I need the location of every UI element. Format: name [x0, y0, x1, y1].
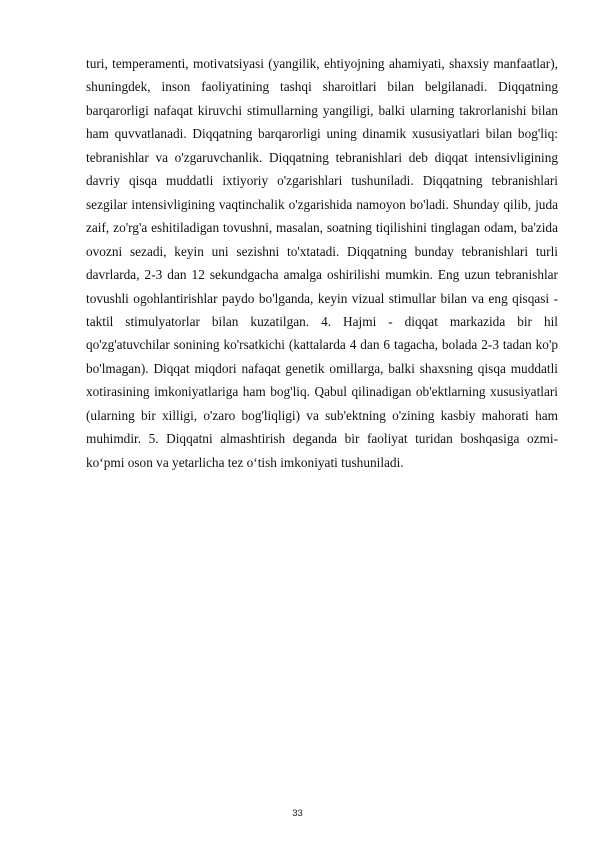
- body-paragraph: turi, temperamenti, motivatsiyasi (yangilik, ehtiyojning ahamiyati, shaxsiy manfaatlar), shuningdek, inson faoliyatining tashqi sharoitlari bilan belgilanadi. Diqqatning barqarorligi nafaqat kiruvchi stimullarning yangiligi, balki ularning takrorlanishi bilan ham quvvatlanadi. Diqqatning barqarorligi uning dinamik xususiyatlari bilan bog'liq: tebranishlar va o'zgaruvchanlik. Diqqatning tebranishlari deb diqqat intensivligining davriy qisqa muddatli ixtiyoriy o'zgarishlari tushuniladi. Diqqatning tebranishlari sezgilar intensivligining vaqtinchalik o'zgarishida namoyon bo'ladi. Shunday qilib, juda zaif, zo'rg'a eshitiladigan tovushni, masalan, soatning tiqilishini tinglagan odam, ba'zida ovozni sezadi, keyin uni sezishni to'xtatadi. Diqqatning bunday tebranishlari turli davrlarda, 2-3 dan 12 sekundgacha amalga oshirilishi mumkin. Eng uzun tebranishlar tovushli ogohlantirishlar paydo bo'lganda, keyin vizual stimullar bilan va eng qisqasi - taktil stimulyatorlar bilan kuzatilgan. 4. Hajmi - diqqat markazida bir hil qo'zg'atuvchilar sonining ko'rsatkichi (kattalarda 4 dan 6 tagacha, bolada 2-3 tadan ko'p bo'lmagan). Diqqat miqdori nafaqat genetik omillarga, balki shaxsning qisqa muddatli xotirasining imkoniyatlariga ham bog'liq. Qabul qilinadigan ob'ektlarning xususiyatlari (ularning bir xilligi, o'zaro bog'liqligi) va sub'ektning o'zining kasbiy mahorati ham muhimdir. 5. Diqqatni almashtirish deganda bir faoliyat turidan boshqasiga ozmi-ko‘pmi oson va yetarlicha tez o‘tish imkoniyati tushuniladi.: [86, 56, 558, 470]
- page-number: 33: [292, 808, 303, 819]
